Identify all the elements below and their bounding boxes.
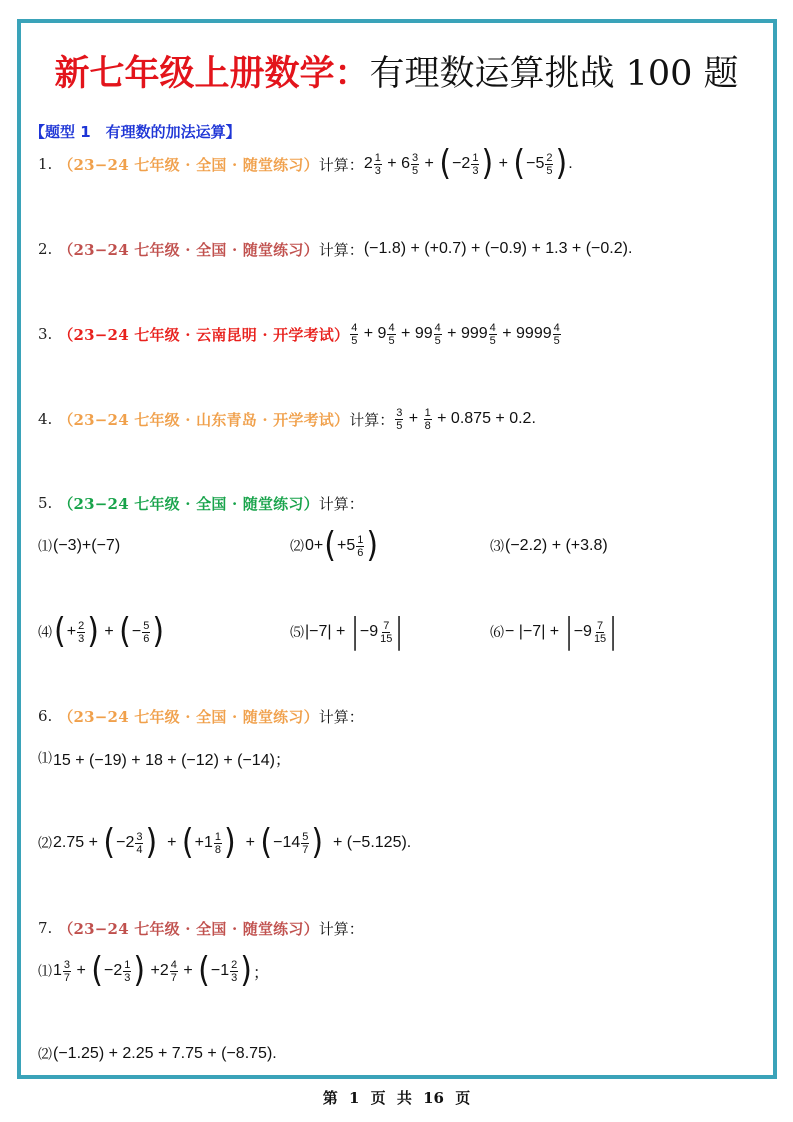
numerator: 4 bbox=[489, 321, 496, 334]
paren-left: ( bbox=[198, 950, 210, 991]
whole-part: 2 bbox=[125, 834, 135, 851]
math-text: + (−5.125). bbox=[324, 834, 412, 851]
whole-part: 1 bbox=[53, 962, 62, 979]
whole-part: 2 bbox=[461, 155, 471, 172]
math-text: + bbox=[382, 155, 402, 172]
denominator: 5 bbox=[434, 334, 441, 347]
whole-part: 2 bbox=[113, 962, 123, 979]
problem-number: 7. bbox=[38, 919, 53, 937]
paren-left: ( bbox=[181, 822, 194, 863]
problem-expression bbox=[349, 322, 562, 347]
problem-2 bbox=[38, 228, 632, 270]
math-text: + bbox=[359, 325, 378, 342]
title-black-part: 有理数运算挑战 100 题 bbox=[369, 54, 739, 94]
denominator: 3 bbox=[124, 971, 131, 984]
problem-source: （23−24 七年级 · 全国 · 随堂练习） bbox=[58, 240, 319, 259]
mixed-number bbox=[378, 322, 397, 347]
problem-7 bbox=[38, 907, 364, 949]
numerator: 7 bbox=[383, 619, 390, 632]
whole-part: 14 bbox=[282, 834, 301, 851]
whole-part: 9 bbox=[369, 623, 379, 640]
paren-right: ) bbox=[555, 143, 568, 184]
math-text: + bbox=[158, 834, 181, 851]
sub-problem-expression bbox=[505, 611, 618, 652]
numerator: 1 bbox=[374, 151, 381, 164]
math-text: − bbox=[573, 623, 584, 640]
math-text: |−7| + bbox=[305, 623, 350, 640]
title-red-part: 新七年级上册数学： bbox=[54, 53, 370, 94]
math-text: + bbox=[396, 325, 415, 342]
denominator: 8 bbox=[424, 419, 431, 432]
sub-problem-expression bbox=[53, 537, 120, 555]
sub-problem-expression bbox=[53, 1045, 277, 1063]
problem-prompt: 计算： bbox=[318, 919, 364, 938]
paren-left: ( bbox=[260, 822, 273, 863]
denominator: 5 bbox=[489, 334, 496, 347]
mixed-number bbox=[125, 831, 144, 856]
sub-problem-label: ⑹ bbox=[490, 625, 504, 641]
sub-problem-label: ⑵ bbox=[38, 1047, 52, 1063]
whole-part: 1 bbox=[220, 962, 230, 979]
sub-problem bbox=[290, 611, 405, 653]
math-text: − bbox=[359, 623, 370, 640]
sub-problem bbox=[38, 525, 120, 567]
mixed-number bbox=[53, 959, 72, 984]
numerator: 5 bbox=[302, 830, 309, 843]
paren-right: ) bbox=[87, 611, 99, 652]
whole-part: 5 bbox=[535, 155, 545, 172]
parenthesized-group bbox=[90, 950, 146, 991]
whole-part: 9 bbox=[377, 325, 387, 342]
mixed-number bbox=[220, 959, 239, 984]
problem-prompt: 计算： bbox=[318, 707, 364, 726]
problem-expression bbox=[394, 407, 536, 432]
numerator: 7 bbox=[597, 619, 604, 632]
mixed-number bbox=[160, 959, 179, 984]
math-text: + bbox=[72, 962, 91, 979]
math-text: + bbox=[442, 325, 461, 342]
math-text: + bbox=[497, 325, 517, 342]
fraction bbox=[135, 831, 143, 856]
parenthesized-group bbox=[259, 822, 324, 863]
abs-bar-left: | bbox=[351, 611, 358, 652]
mixed-number bbox=[369, 620, 394, 645]
math-text: 2.75 + bbox=[53, 834, 103, 851]
whole-part: 1 bbox=[203, 834, 213, 851]
sub-problem bbox=[38, 950, 269, 992]
mixed-number bbox=[282, 831, 310, 856]
denominator: 3 bbox=[78, 632, 85, 645]
numerator: 5 bbox=[143, 619, 150, 632]
numerator: 1 bbox=[472, 151, 479, 164]
fraction bbox=[63, 959, 71, 984]
math-text: + bbox=[236, 834, 260, 851]
fraction bbox=[553, 322, 561, 347]
fraction bbox=[379, 620, 393, 645]
sub-problem-label: ⑵ bbox=[38, 836, 52, 852]
parenthesized-group bbox=[102, 822, 158, 863]
denominator: 5 bbox=[351, 334, 358, 347]
problem-4 bbox=[38, 398, 536, 440]
numerator: 2 bbox=[78, 619, 85, 632]
math-text: + bbox=[146, 962, 160, 979]
fraction bbox=[374, 152, 382, 177]
problem-1 bbox=[38, 143, 573, 185]
math-text: + bbox=[420, 155, 439, 172]
sub-problem bbox=[490, 525, 608, 567]
denominator: 15 bbox=[380, 632, 393, 645]
math-text: (−3)+(−7) bbox=[53, 537, 121, 554]
paren-left: ( bbox=[103, 822, 116, 863]
mixed-number bbox=[415, 322, 443, 347]
fraction bbox=[424, 407, 432, 432]
problem-prompt: 计算： bbox=[318, 494, 364, 513]
math-text: − bbox=[452, 155, 462, 172]
mixed-number bbox=[204, 831, 223, 856]
problem-source: （23−24 七年级 · 全国 · 随堂练习） bbox=[58, 919, 319, 938]
sub-problem bbox=[38, 822, 411, 864]
math-text: + bbox=[494, 155, 513, 172]
page-footer: 第 1 页 共 16 页 bbox=[322, 1089, 471, 1107]
abs-bar-left: | bbox=[565, 611, 572, 652]
math-text: + bbox=[336, 537, 347, 554]
denominator: 3 bbox=[374, 164, 381, 177]
sub-problem-expression bbox=[53, 611, 165, 652]
sub-problem-expression bbox=[305, 611, 405, 652]
parenthesized-group bbox=[438, 143, 494, 184]
problem-5 bbox=[38, 482, 364, 524]
mixed-number bbox=[346, 534, 365, 559]
math-text: 0+ bbox=[305, 537, 324, 554]
denominator: 5 bbox=[553, 334, 560, 347]
numerator: 2 bbox=[231, 958, 238, 971]
math-text: . bbox=[568, 155, 573, 172]
parenthesized-group bbox=[512, 143, 568, 184]
paren-left: ( bbox=[54, 611, 66, 652]
math-text: + 0.875 + 0.2. bbox=[432, 410, 536, 427]
problem-source: （23−24 七年级 · 山东青岛 · 开学考试） bbox=[58, 410, 350, 429]
denominator: 5 bbox=[411, 164, 419, 177]
absolute-value-group bbox=[564, 611, 619, 652]
paren-right: ) bbox=[481, 143, 494, 184]
parenthesized-group bbox=[197, 950, 253, 991]
denominator: 6 bbox=[357, 546, 364, 559]
mixed-number bbox=[516, 322, 562, 347]
problem-prompt: 计算： bbox=[318, 240, 364, 259]
page-title bbox=[0, 50, 793, 98]
sub-problem bbox=[38, 737, 291, 779]
denominator: 6 bbox=[143, 632, 150, 645]
absolute-value-group bbox=[350, 611, 405, 652]
math-text: (−1.8) + (+0.7) + (−0.9) + 1.3 + (−0.2). bbox=[363, 240, 633, 257]
paren-left: ( bbox=[91, 950, 103, 991]
sub-problem-label: ⑶ bbox=[490, 539, 504, 555]
numerator: 1 bbox=[124, 958, 131, 971]
whole-part: 999 bbox=[460, 325, 488, 342]
problem-expression bbox=[363, 143, 573, 184]
sub-problem-label: ⑷ bbox=[38, 625, 52, 641]
paren-right: ) bbox=[223, 822, 236, 863]
denominator: 3 bbox=[472, 164, 479, 177]
sub-problem-label: ⑴ bbox=[38, 964, 52, 980]
problem-source: （23−24 七年级 · 全国 · 随堂练习） bbox=[58, 707, 319, 726]
sub-problem-expression bbox=[305, 525, 379, 566]
fraction bbox=[301, 831, 309, 856]
numerator: 4 bbox=[351, 321, 358, 334]
problem-number: 5. bbox=[38, 494, 53, 512]
numerator: 1 bbox=[424, 406, 431, 419]
problem-3 bbox=[38, 313, 562, 355]
denominator: 5 bbox=[546, 164, 553, 177]
fraction bbox=[170, 959, 178, 984]
mixed-number bbox=[583, 620, 608, 645]
sub-problem-expression bbox=[53, 747, 291, 770]
sub-problem-label: ⑴ bbox=[38, 751, 52, 767]
sub-problem-expression bbox=[53, 822, 412, 863]
fraction bbox=[387, 322, 395, 347]
math-text: − bbox=[210, 962, 221, 979]
problem-number: 3. bbox=[38, 325, 53, 343]
paren-right: ) bbox=[152, 611, 165, 652]
whole-part: 2 bbox=[363, 155, 373, 172]
mixed-number bbox=[113, 959, 132, 984]
parenthesized-group bbox=[53, 611, 100, 652]
fraction bbox=[593, 620, 607, 645]
fraction bbox=[350, 322, 358, 347]
math-text: (−1.25) + 2.25 + 7.75 + (−8.75). bbox=[53, 1045, 277, 1062]
numerator: 3 bbox=[396, 406, 403, 419]
sub-problem-label: ⑴ bbox=[38, 539, 52, 555]
fraction bbox=[77, 620, 85, 645]
mixed-number bbox=[461, 322, 498, 347]
problem-number: 1. bbox=[38, 155, 53, 173]
paren-right: ) bbox=[366, 525, 379, 566]
problem-number: 6. bbox=[38, 707, 53, 725]
numerator: 4 bbox=[434, 321, 441, 334]
numerator: 4 bbox=[388, 321, 395, 334]
fraction bbox=[123, 959, 131, 984]
math-text: 15 + (−19) + 18 + (−12) + (−14)； bbox=[53, 751, 291, 769]
mixed-number bbox=[461, 152, 480, 177]
problem-5-parts-row-2 bbox=[38, 611, 758, 653]
numerator: 3 bbox=[63, 958, 71, 971]
mixed-number bbox=[401, 152, 420, 177]
problem-number: 4. bbox=[38, 410, 53, 428]
paren-right: ) bbox=[133, 950, 146, 991]
paren-right: ) bbox=[311, 822, 324, 863]
numerator: 2 bbox=[546, 151, 553, 164]
sub-problem bbox=[38, 611, 165, 653]
denominator: 8 bbox=[214, 843, 221, 856]
problem-source: （23−24 七年级 · 全国 · 随堂练习） bbox=[58, 494, 319, 513]
denominator: 5 bbox=[388, 334, 395, 347]
numerator: 4 bbox=[553, 321, 560, 334]
paren-right: ) bbox=[145, 822, 158, 863]
math-text: + bbox=[404, 410, 423, 427]
parenthesized-group bbox=[118, 611, 165, 652]
denominator: 7 bbox=[63, 971, 71, 984]
problem-prompt: 计算： bbox=[349, 410, 395, 429]
fraction bbox=[471, 152, 479, 177]
math-text: + bbox=[178, 962, 198, 979]
problem-source: （23−24 七年级 · 云南昆明 · 开学考试） bbox=[58, 325, 350, 344]
math-text: − |−7| + bbox=[505, 623, 564, 640]
sub-problem-label: ⑵ bbox=[290, 539, 304, 555]
fraction bbox=[434, 322, 442, 347]
parenthesized-group bbox=[181, 822, 237, 863]
problem-5-parts-row-1 bbox=[38, 525, 758, 567]
abs-bar-right: | bbox=[610, 611, 617, 652]
denominator: 5 bbox=[396, 419, 403, 432]
fraction bbox=[545, 152, 553, 177]
sub-problem-label: ⑸ bbox=[290, 625, 304, 641]
sub-problem bbox=[38, 1033, 277, 1075]
abs-bar-right: | bbox=[396, 611, 403, 652]
denominator: 7 bbox=[302, 843, 309, 856]
sub-problem bbox=[290, 525, 379, 567]
paren-left: ( bbox=[324, 525, 336, 566]
fraction bbox=[489, 322, 497, 347]
fraction bbox=[142, 620, 150, 645]
math-text: − bbox=[273, 834, 283, 851]
math-text: + bbox=[66, 623, 77, 640]
paren-left: ( bbox=[439, 143, 452, 184]
paren-right: ) bbox=[240, 950, 252, 991]
problem-source: （23−24 七年级 · 全国 · 随堂练习） bbox=[58, 155, 319, 174]
problem-6 bbox=[38, 695, 364, 737]
paren-left: ( bbox=[513, 143, 526, 184]
denominator: 3 bbox=[231, 971, 238, 984]
numerator: 3 bbox=[136, 830, 143, 843]
parenthesized-group bbox=[323, 525, 379, 566]
mixed-number bbox=[364, 152, 383, 177]
whole-part: 9 bbox=[583, 623, 592, 640]
mixed-number bbox=[535, 152, 554, 177]
math-text: + bbox=[99, 623, 119, 640]
math-text: − bbox=[103, 962, 114, 979]
fraction bbox=[214, 831, 222, 856]
fraction bbox=[395, 407, 403, 432]
denominator: 4 bbox=[136, 843, 143, 856]
numerator: 4 bbox=[170, 958, 177, 971]
denominator: 7 bbox=[170, 971, 177, 984]
math-text: − bbox=[131, 623, 142, 640]
math-text: (−2.2) + (+3.8) bbox=[505, 537, 608, 554]
whole-part: 6 bbox=[401, 155, 410, 172]
whole-part: 9999 bbox=[516, 325, 552, 342]
numerator: 3 bbox=[411, 151, 419, 164]
problem-number: 2. bbox=[38, 240, 53, 258]
section-header: 【题型 1 有理数的加法运算】 bbox=[30, 123, 241, 141]
sub-problem-expression bbox=[505, 537, 608, 555]
math-text: − bbox=[116, 834, 126, 851]
denominator: 15 bbox=[593, 632, 607, 645]
sub-problem bbox=[490, 611, 618, 653]
fraction bbox=[356, 534, 364, 559]
numerator: 1 bbox=[214, 830, 221, 843]
whole-part: 2 bbox=[159, 962, 169, 979]
math-text: − bbox=[526, 155, 536, 172]
whole-part: 5 bbox=[346, 537, 356, 554]
paren-left: ( bbox=[119, 611, 131, 652]
whole-part: 99 bbox=[414, 325, 433, 342]
problem-prompt: 计算： bbox=[318, 155, 364, 174]
sub-problem-expression bbox=[53, 950, 269, 991]
fraction bbox=[411, 152, 419, 177]
numerator: 1 bbox=[357, 533, 364, 546]
problem-expression bbox=[364, 240, 633, 258]
math-text: ； bbox=[252, 964, 269, 982]
math-text: + bbox=[194, 834, 204, 851]
fraction bbox=[230, 959, 238, 984]
